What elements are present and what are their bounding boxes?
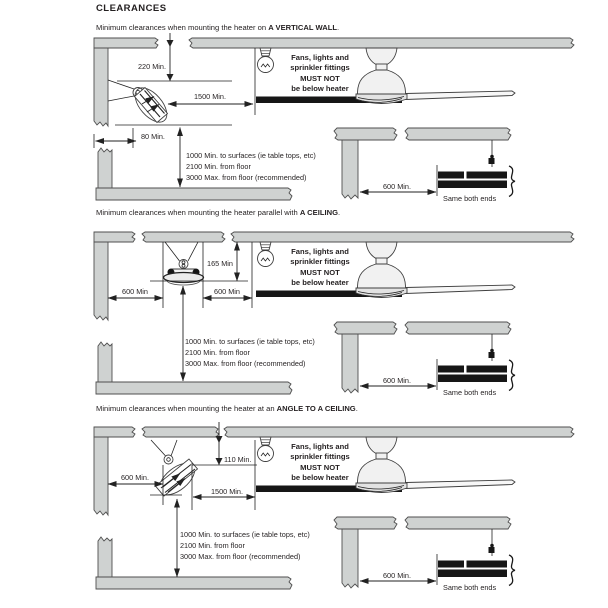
section1-diagram [94,33,574,203]
section2-diagram [94,232,574,397]
dim-1500-angle: 1500 Min. [210,487,244,496]
section2-intro: Minimum clearances when mounting the heater parallel with A CEILING. [96,208,341,217]
wall-heater-icon [108,80,173,128]
dim-600-right: 600 Min [214,287,240,296]
dim-220: 220 Min. [138,62,166,71]
dim-80: 80 Min. [141,132,165,141]
ceiling-heater-icon [164,242,204,285]
dim-600-left: 600 Min [122,287,148,296]
dim-600: 600 Min. [121,473,149,482]
section3-diagram [94,422,574,592]
dim-165: 165 Min [207,259,233,268]
dim-1500: 1500 Min. [193,92,227,101]
section3-intro: Minimum clearances when mounting the heater at an ANGLE TO A CEILING. [96,404,358,413]
page-title: CLEARANCES [96,3,167,14]
dim-110: 110 Min. [224,455,252,464]
section1-intro: Minimum clearances when mounting the heater on A VERTICAL WALL. [96,23,340,32]
angled-heater-icon [150,440,200,501]
